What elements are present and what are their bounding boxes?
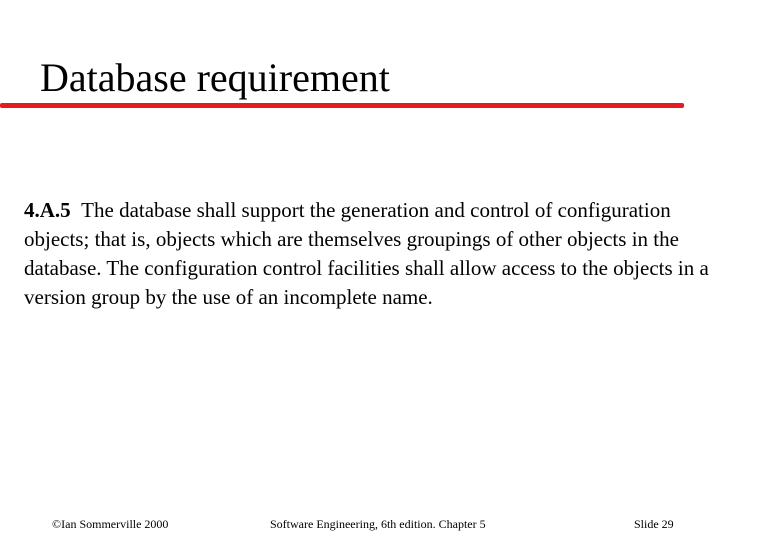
requirement-text: The database shall support the generation and control of configuration objects; that is, objects which are themselves groupings of other objects in the database. The configuration control facilities shall allow access to the objects in a version group by the use of an incomplete name.: [24, 198, 709, 309]
title-underline: [0, 103, 684, 108]
requirement-paragraph: [24, 196, 724, 312]
slide-title: Database requirement: [40, 55, 390, 100]
footer-slide-number: Slide 29: [634, 517, 674, 531]
footer-book-title: Software Engineering, 6th edition. Chapter 5: [270, 517, 486, 531]
footer-copyright: ©Ian Sommerville 2000: [52, 517, 169, 531]
requirement-id: 4.A.5: [24, 198, 71, 222]
